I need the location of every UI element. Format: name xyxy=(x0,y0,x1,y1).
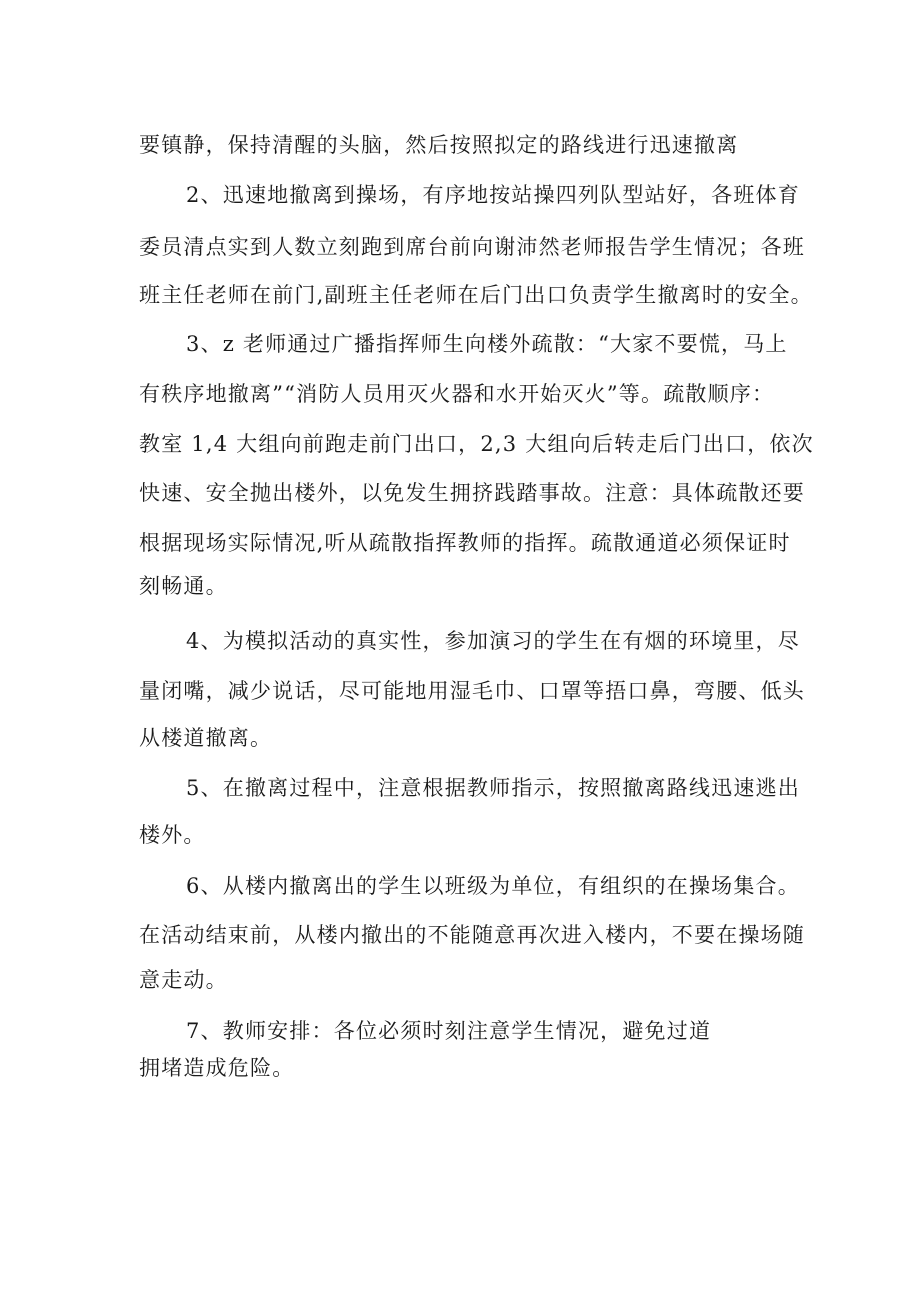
text-line: 5、在撤离过程中，注意根据教师指示，按照撤离路线迅速逃出 xyxy=(186,776,800,800)
text-line: 委员清点实到人数立刻跑到席台前向谢沛然老师报告学生情况；各班 xyxy=(139,235,805,259)
text-line: 刻畅通。 xyxy=(139,574,228,598)
text-line: 从楼道撤离。 xyxy=(139,726,273,750)
text-line: 量闭嘴，减少说话，尽可能地用湿毛巾、口罩等捂口鼻，弯腰、低头 xyxy=(139,679,805,703)
text-line: 教室 1,4 大组向前跑走前门出口，2,3 大组向后转走后门出口，依次 xyxy=(139,432,814,456)
text-line: 在活动结束前，从楼内撤出的不能随意再次进入楼内，不要在操场随 xyxy=(139,923,805,947)
text-line: 3、z 老师通过广播指挥师生向楼外疏散：“大家不要慌，马上 xyxy=(186,332,788,356)
text-line: 拥堵造成危险。 xyxy=(139,1056,295,1080)
text-line: 6、从楼内撤离出的学生以班级为单位，有组织的在操场集合。 xyxy=(186,874,800,898)
text-line: 有秩序地撤离”“消防人员用灭火器和水开始灭火”等。疏散顺序： xyxy=(139,382,775,406)
text-line: 班主任老师在前门,副班主任老师在后门出口负责学生撤离时的安全。 xyxy=(139,283,813,307)
text-line: 7、教师安排：各位必须时刻注意学生情况，避免过道 xyxy=(186,1019,712,1043)
text-line: 快速、安全抛出楼外，以免发生拥挤践踏事故。注意：具体疏散还要 xyxy=(139,481,805,505)
text-line: 4、为模拟活动的真实性，参加演习的学生在有烟的环境里，尽 xyxy=(186,629,800,653)
text-line: 要镇静，保持清醒的头脑，然后按照拟定的路线进行迅速撤离 xyxy=(139,133,739,157)
text-line: 意走动。 xyxy=(139,968,228,992)
text-line: 根据现场实际情况,听从疏散指挥教师的指挥。疏散通道必须保证时 xyxy=(139,531,791,555)
text-line: 2、迅速地撤离到操场，有序地按站操四列队型站好，各班体育 xyxy=(186,183,800,207)
text-line: 楼外。 xyxy=(139,823,206,847)
